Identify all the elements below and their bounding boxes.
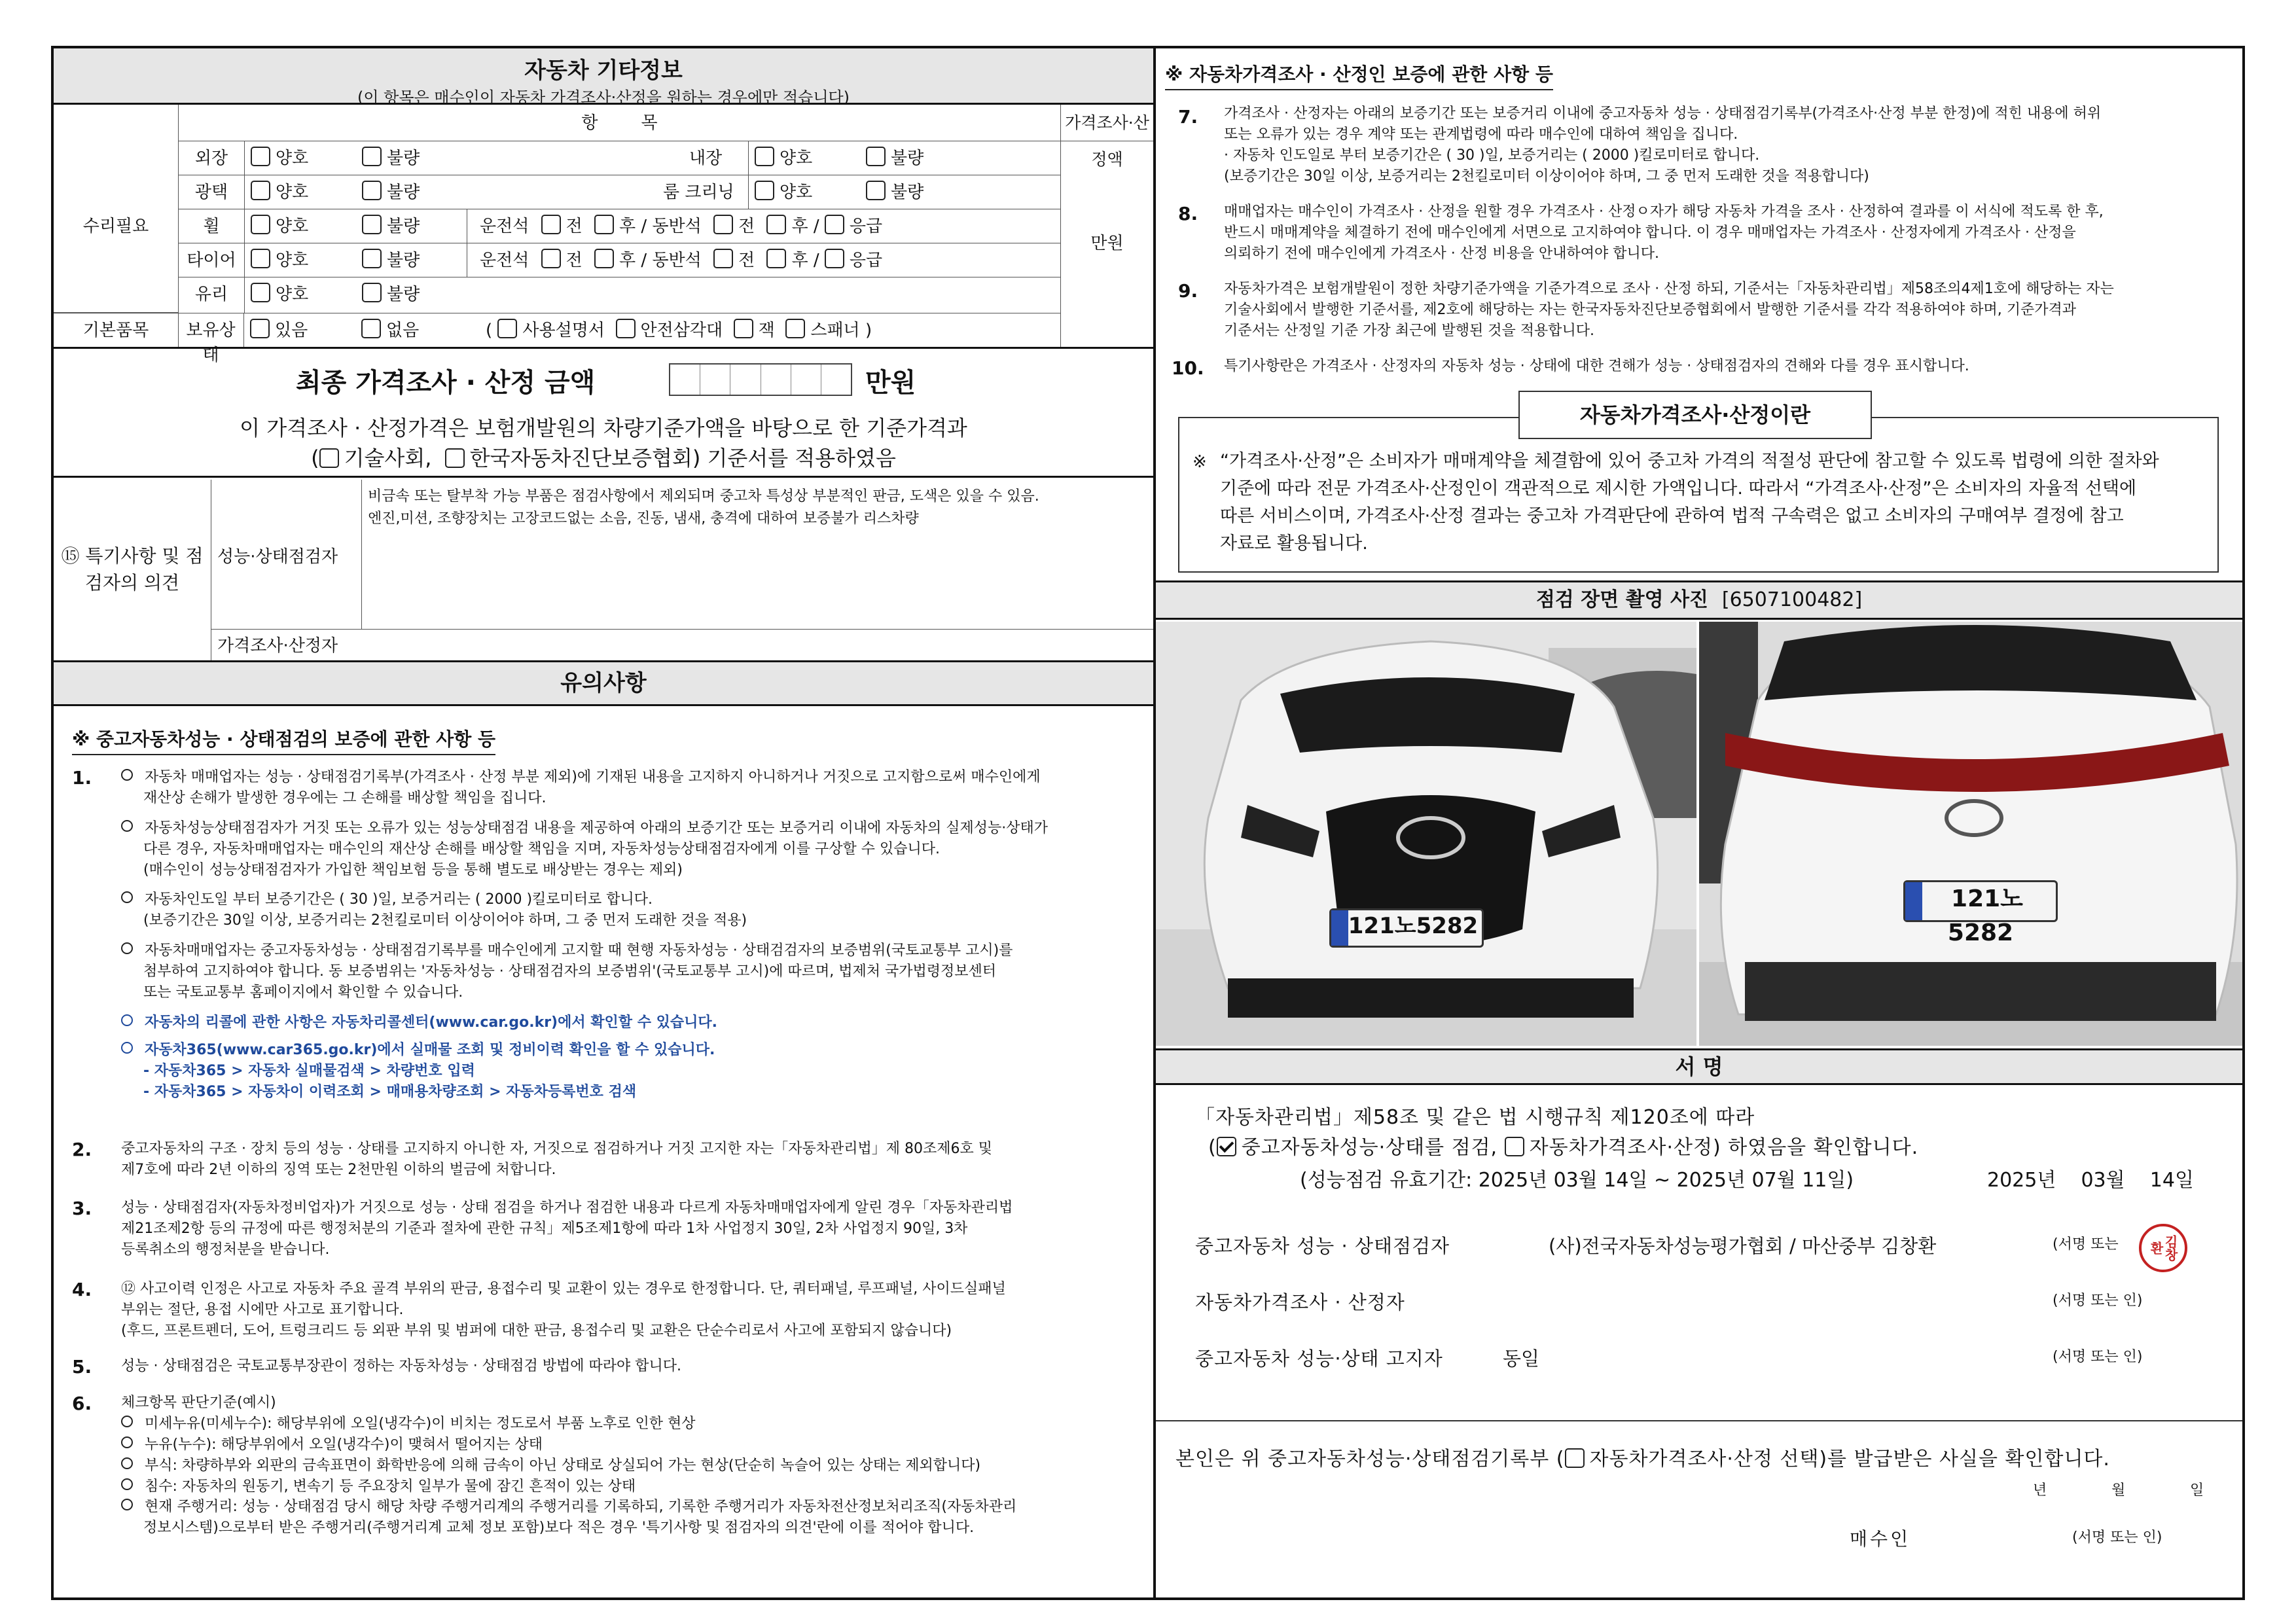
note-7: 가격조사 · 산정자는 아래의 보증기간 또는 보증거리 이내에 중고자동차 성능 · 상태점검기록부(가격조사·산정 부분 한정)에 적힌 내용에 허위 또는 오류가 있는 경우 계약 또는 관계법령에 따라 매수인에 대하여 책임을 집니다. · 자동차 인도일로 부터 보증기간은 ( 30 )일, 보증거리는 ( 2000 )킬로미터로 합니다. (보증기간은 30일 이상, 보증거리는 2천킬로미터 이상이어야 하며, 그 중 먼저 도래한 것을 적용합니다) — [1224, 105, 2102, 185]
buyer-sign-note: (서명 또는 인) — [2072, 1529, 2162, 1546]
inspector-sign-note: (서명 또는 — [2053, 1236, 2119, 1253]
notifier-role: 중고자동차 성능·상태 고지자 — [1195, 1347, 1443, 1370]
exterior-bad[interactable]: 불량 — [362, 147, 420, 171]
circle-bullet-icon — [121, 1042, 133, 1054]
recall-link[interactable]: 자동차의 리콜에 관한 사항은 자동차리콜센터(www.car.go.kr)에서 확인할 수 있습니다. — [145, 1014, 717, 1031]
checkbox-icon — [785, 319, 805, 338]
basic-none[interactable]: 없음 — [361, 319, 419, 344]
amount-unit: 만원 — [1060, 141, 1153, 347]
front-car-image — [1156, 622, 1696, 1046]
final-price-desc-2: ( 기술사회, 한국자동차진단보증협회) 기준서를 적용하였음 — [311, 446, 896, 471]
confirm-line: ( 중고자동차성능·상태를 점검, 자동차가격조사·산정) 하였음을 확인합니다. — [1208, 1136, 1919, 1159]
checkbox-icon — [362, 215, 382, 234]
appraiser-role: 자동차가격조사 · 산정자 — [1195, 1291, 1405, 1313]
note-number-4: 4. — [72, 1279, 92, 1300]
appraisal-guarantee-section — [1165, 60, 2232, 577]
eu-band-icon — [1905, 882, 1922, 920]
photo-title: 점검 장면 촬영 사진 — [1535, 588, 1708, 611]
wheel-bad[interactable]: 불량 — [362, 215, 420, 240]
appraisal-checkbox[interactable] — [1505, 1137, 1524, 1156]
glass-bad[interactable]: 불량 — [362, 283, 420, 308]
repair-table — [54, 105, 1153, 365]
note-1: 자동차 매매업자는 성능 · 상태점검기록부(가격조사 · 산정 부분 제외)에 기재된 내용을 고지하지 아니하거나 거짓으로 고지함으로써 매수인에게 재산상 손해가 발생한 경우에는 그 손해를 배상할 책임을 집니다. 자동차성능상태점검자가 거짓 또는 오류가 있는 성능상태점검 내용을 제공하여 아래의 보증기간 또는 보증거리 이내에 자동차의 실제성능·상태가 다른 경우, 자동차매매업자는 매수인의 재산상 손해를 배상할 책임을 지며, 자동차성능상태점검자에게 이를 구상할 수 있습니다. (매수인이 성능상태점검자가 가입한 책임보험 등을 통해 별도로 배상받는 경우는 제외) 자동차인도일 부터 보증기간은 ( 30 )일, 보증거리는 ( 2000 )킬로미터로 합니다. (보증기간은 30일 이상, 보증거리는 2천킬로미터 이상이어야 하며, 그 중 먼저 도래한 것을 적용) 자동차매매업자는 중고자동차성능 · 상태점검기록부를 매수인에게 고지할 때 현행 자동차성능 · 상태검검자의 보증범위(국토교통부 고시)를 첨부하여 고지하여야 합니다. 동 보증범위는 '자동차성능 · 상태점검자의 보증범위'(국토교통부 고시)에 따르며, 법제처 국가법령정보센터 또는 국토교통부 홈페이지에서 확인할 수 있습니다. 자동차의 리콜에 관한 사항은 자동차리콜센터(www.car.go.kr)에서 확인할 수 있습니다. 자동차365(www.car365.go.kr)에서 실매물 조회 및 정비이력 확인을 할 수 있습니다. - 자동차365 > 자동차 실매물검색 > 차량번호 입력 - 자동차365 > 자동차이 이력조회 > 매매용차량조회 > 자동차등록번호 검색 — [121, 767, 1136, 1102]
circle-bullet-icon — [121, 891, 133, 903]
row-exterior — [179, 141, 1061, 175]
car365-link[interactable]: 자동차365(www.car365.go.kr)에서 실매물 조회 및 정비이력 확인을 할 수 있습니다. — [145, 1041, 715, 1058]
final-price-section — [54, 347, 1153, 478]
checkbox-icon — [251, 181, 270, 200]
note-6: 체크항목 판단기준(예시) 미세누유(미세누수): 해당부위에 오일(냉각수)이 비치는 정도로서 부품 노후로 인한 현상 누유(누수): 해당부위에서 오일(냉각수)이 맺혀서 떨어지는 상태 부식: 차량하부와 외판의 금속표면이 화학반응에 의해 금속이 아닌 상태로 상실되어 가는 현상(단순히 녹슬어 있는 상태는 제외합니다) 침수: 자동차의 원동기, 변속기 등 주요장치 일부가 물에 잠긴 흔적이 있는 상태 현재 주행거리: 성능 · 상태점검 당시 해당 차량 주행거리계의 주행거리를 기록하되, 기록한 주행거리가 자동차전산정보처리조직(자동차관리 정보시스템)으로부터 받은 주행거리(주행거리계 교체 정보 포함)보다 적은 경우 '특기사항 및 점검자의 의견'란에 이를 적어야 합니다. — [121, 1395, 1017, 1537]
circle-bullet-icon — [121, 769, 133, 781]
appraisal-guarantee-title: ※ 자동차가격조사 · 산정인 보증에 관한 사항 등 — [1165, 60, 1553, 90]
legal-basis: 「자동차관리법」제58조 및 같은 법 시행규칙 제120조에 따라 — [1195, 1106, 1755, 1129]
notes-subtitle: ※ 중고자동차성능 · 상태점검의 보증에 관한 사항 등 — [72, 725, 495, 755]
circle-bullet-icon — [121, 820, 133, 832]
other-info-title: 자동차 기타정보 — [524, 58, 683, 84]
notifier-name: 동일 — [1503, 1347, 1540, 1370]
final-price-desc-1: 이 가격조사 · 산정가격은 보험개발원의 차량기준가액을 바탕으로 한 기준가격과 — [240, 416, 967, 440]
eu-band-icon — [1331, 910, 1348, 946]
room-bad[interactable]: 불량 — [866, 181, 924, 205]
repair-rows — [178, 141, 1060, 313]
appraiser-sign-note: (서명 또는 인) — [2053, 1293, 2143, 1309]
rear-license-plate: 121노5282 — [1903, 880, 2058, 922]
note-number-7: 7. — [1178, 106, 1198, 128]
reference-mark: ※ — [1193, 452, 1207, 472]
inspector-opinion-label: 성능·상태점검자 — [217, 547, 338, 567]
label-exterior: 외장 — [194, 149, 228, 168]
seal-text: 김창환 — [2148, 1235, 2178, 1261]
checkbox-icon — [361, 319, 381, 338]
signature-header: 서 명 — [1156, 1048, 2242, 1085]
checkbox-icon — [755, 181, 774, 200]
note-number-1: 1. — [72, 767, 92, 789]
inspector-seal — [2139, 1224, 2187, 1272]
checkbox-icon — [766, 249, 786, 268]
circle-bullet-icon — [121, 1499, 133, 1510]
label-interior: 내장 — [689, 149, 723, 168]
glass-good[interactable]: 양호 — [251, 283, 308, 308]
checkbox-icon — [825, 249, 844, 268]
buyer-section — [1156, 1420, 2242, 1598]
note-3: 성능 · 상태점검자(자동차정비업자)가 거짓으로 성능 · 상태 점검을 하거나 점검한 내용과 다르게 자동차매매업자에게 알린 경우「자동차관리법 제21조제2항 등의 규정에 따른 행정처분의 기준과 절차에 관한 규칙」제5조제1항에 따라 1차 사업정지 30일, 2차 사업정지 90일, 3차 등록취소의 행정처분을 받습니다. — [121, 1200, 1013, 1258]
note-number-9: 9. — [1178, 280, 1198, 302]
checkbox-icon — [594, 249, 614, 268]
validity-period: (성능점검 유효기간: 2025년 03월 14일 ~ 2025년 07월 11일) — [1300, 1169, 1854, 1192]
checkbox-icon — [497, 319, 517, 338]
special-notes-label: ⑮ 특기사항 및 점검자의 의견 — [61, 545, 204, 594]
checkbox-icon — [251, 249, 270, 268]
special-notes-section — [54, 480, 1153, 660]
checkbox-icon — [319, 448, 339, 468]
checkbox-icon — [251, 283, 270, 302]
checkbox-icon — [362, 283, 382, 302]
checkbox-icon — [825, 215, 844, 234]
note-number-10: 10. — [1172, 357, 1204, 379]
label-gloss: 광택 — [194, 183, 228, 202]
inspector-opinion-text-2: 엔진,미션, 조향장치는 고장코드없는 소음, 진동, 냄새, 충격에 대하여 보증불가 리스차량 — [368, 510, 919, 527]
checkbox-icon — [251, 215, 270, 234]
checkbox-icon — [445, 448, 465, 468]
repair-needed-label: 수리필요 — [54, 141, 178, 313]
appraisal-selected-checkbox[interactable] — [1565, 1448, 1585, 1468]
basic-items-list: ( 사용설명서 안전삼각대 잭 스패너 ) — [486, 319, 872, 344]
circle-bullet-icon — [121, 1457, 133, 1469]
row-glass — [179, 277, 1061, 313]
tire-position: 운전석 전 후 / 동반석 전 후 / 응급 — [480, 249, 882, 274]
checkbox-icon — [362, 181, 382, 200]
label-glass: 유리 — [194, 285, 228, 304]
checkbox-icon — [362, 147, 382, 166]
checkbox-icon — [594, 215, 614, 234]
checkbox-icon — [866, 147, 886, 166]
label-tire: 타이어 — [187, 251, 236, 270]
note-number-5: 5. — [72, 1356, 92, 1378]
note-number-8: 8. — [1178, 203, 1198, 224]
buyer-label: 매수인 — [1850, 1528, 1911, 1550]
basic-have[interactable]: 있음 — [250, 319, 308, 344]
signature-body — [1156, 1086, 2242, 1414]
note-number-6: 6. — [72, 1393, 92, 1414]
wheel-position: 운전석 전 후 / 동반석 전 후 / 응급 — [480, 215, 882, 240]
circle-bullet-icon — [121, 1014, 133, 1026]
photo-header — [1156, 580, 2242, 620]
note-8: 매매업자는 매수인이 가격조사 · 산정을 원할 경우 가격조사 · 산정ㅇ자가 해당 자동차 가격을 조사 · 산정하여 결과를 이 서식에 적도록 한 후, 반드시 매매계약을 체결하기 전에 매수인에게 서면으로 고지하여야 합니다. 이 경우 매매업자는 가격조사 · 산정자에게 가격조사 · 산정을 의뢰하기 전에 매수인에게 가격조사 · 산정 비용을 안내하여야 합니다. — [1224, 204, 2104, 262]
appraisal-definition-text: “가격조사·산정”은 소비자가 매매계약을 체결함에 있어 중고차 가격의 적절성 판단에 참고할 수 있도록 법령에 의한 절차와 기준에 따라 전문 가격조사·산정인이 객관적으로 제시한 가액입니다. 따라서 “가격조사·산정”은 소비자의 자율적 선택에 따른 서비스이며, 가격조사·산정 결과는 중고차 가격판단에 관하여 법적 구속력은 없고 소비자의 구매여부 결정에 참고 자료로 활용됩니다. — [1220, 451, 2159, 554]
checkbox-icon — [251, 147, 270, 166]
other-info-header — [54, 48, 1153, 105]
gloss-good[interactable]: 양호 — [251, 181, 308, 205]
checkbox-icon — [616, 319, 636, 338]
basic-items-label: 기본품목 — [82, 321, 149, 340]
notifier-sign-note: (서명 또는 인) — [2053, 1349, 2143, 1365]
note-4: ⑫ 사고이력 인정은 사고로 자동차 주요 골격 부위의 판금, 용접수리 및 교환이 있는 경우로 한정합니다. 단, 쿼터패널, 루프패널, 사이드실패널 부위는 절단, 용접 시에만 사고로 표기합니다. (후드, 프론트펜더, 도어, 트렁크리드 등 외판 부위 및 범퍼에 대한 판금, 용접수리 및 교환은 단순수리로서 사고에 포함되지 않습니다) — [121, 1281, 1006, 1339]
appraisal-definition-title: 자동차가격조사·산정이란 — [1518, 391, 1872, 439]
tire-good[interactable]: 양호 — [251, 249, 308, 274]
inspector-opinion-text-1: 비금속 또는 탈부착 가능 부품은 점검사항에서 제외되며 중고차 특성상 부분적인 판금, 도색은 있을 수 있음. — [368, 488, 1039, 505]
buyer-year: 년 — [2033, 1482, 2047, 1499]
checkbox-icon — [734, 319, 753, 338]
hold-status-label: 보유상태 — [186, 321, 236, 365]
photo-code: [6507100482] — [1721, 588, 1863, 611]
buyer-statement: 본인은 위 중고자동차성능·상태점검기록부 ( 자동차가격조사·산정 선택)를 발급받은 사실을 확인합니다. — [1175, 1448, 2110, 1471]
inspector-name: (사)전국자동차성능평가협회 / 마산중부 김창환 — [1549, 1235, 1937, 1257]
checkbox-icon — [866, 181, 886, 200]
note-9: 자동차가격은 보험개발원이 정한 차량기준가액을 기준가격으로 조사 · 산정 하되, 기준서는「자동차관리법」제58조의4제1호에 해당하는 자는 기술사회에서 발행한 기준서를, 제2호에 해당하는 자는 한국자동차진단보증협회에서 발행한 기준서를 각각 적용하여야 하며, 기준가격과 기준서는 산정일 기준 가장 최근에 발행된 것을 적용합니다. — [1224, 281, 2114, 339]
performance-check-checkbox[interactable] — [1217, 1137, 1236, 1156]
wheel-good[interactable]: 양호 — [251, 215, 308, 240]
buyer-month: 월 — [2111, 1482, 2126, 1499]
tire-bad[interactable]: 불량 — [362, 249, 420, 274]
checkbox-icon — [541, 215, 561, 234]
col-item: 항 목 — [178, 105, 1060, 141]
row-gloss — [179, 175, 1061, 209]
checkbox-icon — [755, 147, 774, 166]
row-tire — [179, 243, 1061, 277]
sign-date: 2025년 03월 14일 — [1987, 1169, 2194, 1192]
interior-bad[interactable]: 불량 — [866, 147, 924, 171]
label-room-cleaning: 룸 크리닝 — [663, 183, 734, 202]
notes-body — [65, 720, 1145, 1590]
row-wheel — [179, 209, 1061, 243]
checkbox-icon — [362, 249, 382, 268]
rear-photo — [1699, 622, 2242, 1046]
circle-bullet-icon — [121, 942, 133, 954]
notes-header: 유의사항 — [54, 660, 1153, 706]
note-number-2: 2. — [72, 1139, 92, 1160]
buyer-day: 일 — [2190, 1482, 2204, 1499]
checkbox-icon — [766, 215, 786, 234]
note-5: 성능 · 상태점검은 국토교통부장관이 정하는 자동차성능 · 상태점검 방법에 따라야 합니다. — [121, 1358, 681, 1374]
other-info-subtitle: (이 항목은 매수인이 자동차 가격조사·산정을 원하는 경우에만 적습니다) — [357, 88, 850, 107]
final-price-label: 최종 가격조사 · 산정 금액 — [296, 368, 596, 398]
note-2: 중고자동차의 구조 · 장치 등의 성능 · 상태를 고지하지 아니한 자, 거짓으로 점검하거나 거짓 고지한 자는「자동차관리법」제 80조제6호 및 제7호에 따라 2년 이하의 징역 또는 2천만원 이하의 벌금에 처합니다. — [121, 1141, 992, 1178]
checkbox-icon — [541, 249, 561, 268]
exterior-good[interactable]: 양호 — [251, 147, 308, 171]
final-price-unit: 만원 — [865, 368, 916, 398]
appraiser-opinion-label: 가격조사·산정자 — [217, 636, 338, 656]
gloss-bad[interactable]: 불량 — [362, 181, 420, 205]
checkbox-icon — [250, 319, 270, 338]
rear-car-image — [1699, 622, 2242, 1046]
front-photo — [1156, 622, 1696, 1046]
label-wheel: 휠 — [203, 217, 220, 236]
col-amount: 가격조사·산정액 — [1060, 105, 1153, 141]
circle-bullet-icon — [121, 1436, 133, 1448]
circle-bullet-icon — [121, 1416, 133, 1427]
circle-bullet-icon — [121, 1478, 133, 1490]
checkbox-icon — [713, 249, 733, 268]
checkbox-icon — [713, 215, 733, 234]
final-price-boxes[interactable] — [669, 363, 852, 396]
row-basic-items — [54, 313, 1060, 365]
front-license-plate: 121노5282 — [1329, 908, 1484, 948]
room-good[interactable]: 양호 — [755, 181, 812, 205]
inspector-role: 중고자동차 성능 · 상태점검자 — [1195, 1235, 1450, 1257]
note-number-3: 3. — [72, 1198, 92, 1219]
interior-good[interactable]: 양호 — [755, 147, 812, 171]
note-10: 특기사항란은 가격조사 · 산정자의 자동차 성능 · 상태에 대한 견해가 성능 · 상태점검자의 견해와 다를 경우 표시합니다. — [1224, 358, 1969, 374]
